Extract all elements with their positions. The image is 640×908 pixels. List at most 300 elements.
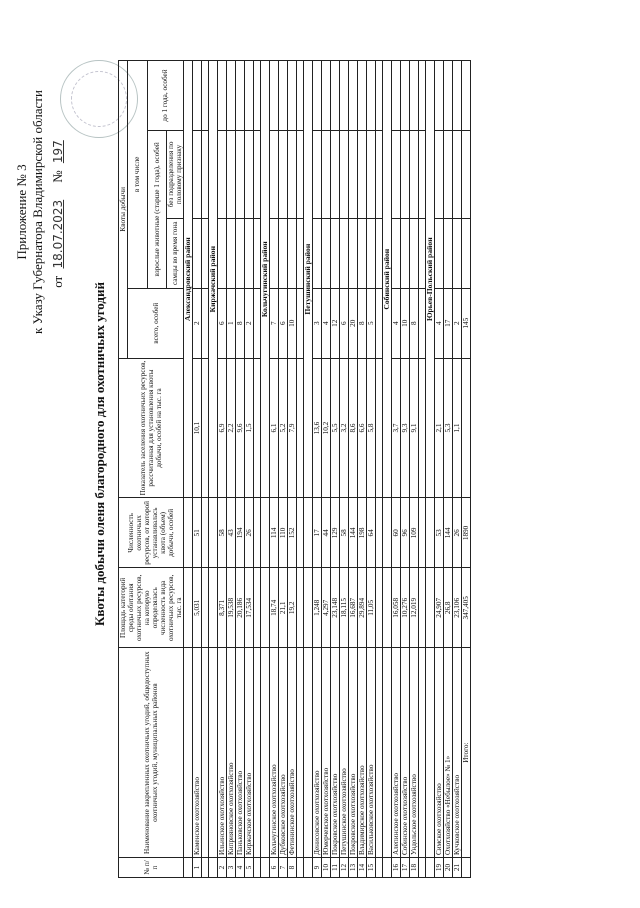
row-young [288, 61, 297, 131]
spacer-cell [376, 648, 383, 858]
spacer-cell [376, 61, 383, 131]
row-name: Дубковское охотхозяйство [279, 648, 288, 858]
district-name-cell [184, 648, 193, 858]
district-num-cell [426, 858, 435, 878]
row-total: 7 [270, 288, 279, 358]
row-count: 144 [349, 498, 358, 568]
row-area: 17,534 [245, 568, 254, 648]
spacer-row [419, 61, 426, 878]
totals-row [462, 61, 471, 878]
spacer-cell [202, 61, 209, 131]
district-name-cell [209, 648, 218, 858]
decree-date: 18.07.2023 [51, 199, 65, 269]
table-row [392, 61, 401, 878]
row-name: Охотхозяйство «Небылое» № 1» [444, 648, 453, 858]
row-males-rut [340, 218, 349, 288]
col-adults-header: взрослые животные (старше 1 года), особей [147, 130, 167, 288]
row-density: 1,1 [453, 358, 462, 498]
row-name: Владимирское охотхозяйство [358, 648, 367, 858]
row-count: 26 [453, 498, 462, 568]
row-density: 10,1 [193, 358, 202, 498]
table-row [453, 61, 462, 878]
spacer-cell [254, 61, 261, 131]
district-row [426, 61, 435, 878]
totals-num-cell [462, 858, 471, 878]
district-row [261, 61, 270, 878]
district-num-cell [184, 858, 193, 878]
row-no-sex [270, 130, 279, 218]
row-number: 13 [349, 858, 358, 878]
spacer-cell [419, 130, 426, 218]
row-area: 18,115 [340, 568, 349, 648]
row-total: 8 [236, 288, 245, 358]
col-total-header: всего, особей [128, 288, 184, 358]
row-no-sex [367, 130, 376, 218]
row-no-sex [453, 130, 462, 218]
row-area: 10,276 [401, 568, 410, 648]
row-count: 51 [193, 498, 202, 568]
row-count: 43 [227, 498, 236, 568]
col-density-header: Показатель заселения охотничьих ресурсов, рассчитанная для установления квоты добычи, особей на тыс. га [119, 358, 184, 498]
row-young [270, 61, 279, 131]
col-num-header: № п/п [119, 858, 184, 878]
table-row [227, 61, 236, 878]
row-males-rut [322, 218, 331, 288]
decree-number: 197 [51, 140, 65, 164]
row-young [410, 61, 419, 131]
row-count: 96 [401, 498, 410, 568]
row-no-sex [358, 130, 367, 218]
spacer-cell [254, 358, 261, 498]
row-young [245, 61, 254, 131]
row-count: 60 [392, 498, 401, 568]
row-number: 17 [401, 858, 410, 878]
row-total: 2 [453, 288, 462, 358]
row-total: 10 [401, 288, 410, 358]
row-young [392, 61, 401, 131]
row-males-rut [270, 218, 279, 288]
spacer-cell [254, 498, 261, 568]
row-no-sex [349, 130, 358, 218]
spacer-cell [254, 858, 261, 878]
district-title: Кольчугинский район [261, 61, 270, 498]
spacer-cell [376, 498, 383, 568]
row-density: 6,1 [270, 358, 279, 498]
district-row [304, 61, 313, 878]
row-number: 6 [270, 858, 279, 878]
spacer-cell [419, 858, 426, 878]
spacer-cell [297, 358, 304, 498]
totals-density [462, 358, 471, 498]
row-young [340, 61, 349, 131]
spacer-row [202, 61, 209, 878]
row-density: 9,6 [236, 358, 245, 498]
row-number: 14 [358, 858, 367, 878]
row-young [358, 61, 367, 131]
row-density: 3,7 [392, 358, 401, 498]
row-number: 2 [218, 858, 227, 878]
table-row [236, 61, 245, 878]
row-no-sex [444, 130, 453, 218]
row-area: 29,894 [358, 568, 367, 648]
row-area: 12,019 [410, 568, 419, 648]
row-density: 9,3 [401, 358, 410, 498]
row-name: Паньковское охотхозяйство [236, 648, 245, 858]
table-row [410, 61, 419, 878]
spacer-cell [297, 648, 304, 858]
spacer-cell [419, 358, 426, 498]
row-total: 4 [392, 288, 401, 358]
totals-label: Итого: [462, 648, 471, 858]
row-density: 8,6 [349, 358, 358, 498]
row-no-sex [193, 130, 202, 218]
row-count: 110 [279, 498, 288, 568]
row-count: 194 [236, 498, 245, 568]
row-name: Ильинское охотхозяйство [218, 648, 227, 858]
row-name: Кольчугинское охотхозяйство [270, 648, 279, 858]
number-label: № [50, 170, 65, 183]
spacer-cell [297, 130, 304, 218]
row-name: Фетининское охотхозяйство [288, 648, 297, 858]
row-total: 17 [444, 288, 453, 358]
row-males-rut [401, 218, 410, 288]
col-no-sex-header: без подразделения по половому признаку [167, 130, 184, 218]
from-label: от [50, 275, 65, 288]
row-number: 19 [435, 858, 444, 878]
district-row [184, 61, 193, 878]
row-number: 10 [322, 858, 331, 878]
district-area-cell [426, 568, 435, 648]
col-quota-group-header: Квоты добычи [119, 61, 128, 359]
col-males-rut-header: самцы во время гона [167, 218, 184, 288]
row-density: 9,1 [410, 358, 419, 498]
row-total: 2 [193, 288, 202, 358]
row-young [453, 61, 462, 131]
row-no-sex [435, 130, 444, 218]
district-num-cell [261, 858, 270, 878]
row-area: 11,05 [367, 568, 376, 648]
row-young [279, 61, 288, 131]
spacer-cell [419, 498, 426, 568]
totals-males-rut [462, 218, 471, 288]
spacer-cell [297, 858, 304, 878]
table-row [444, 61, 453, 878]
row-young [444, 61, 453, 131]
row-count: 198 [358, 498, 367, 568]
row-no-sex [227, 130, 236, 218]
row-total: 3 [313, 288, 322, 358]
row-number: 18 [410, 858, 419, 878]
row-total: 4 [435, 288, 444, 358]
row-density: 3,2 [340, 358, 349, 498]
table-header-row-1 [119, 61, 128, 878]
totals-no-sex [462, 130, 471, 218]
district-num-cell [304, 858, 313, 878]
spacer-row [376, 61, 383, 878]
row-name: Алепинское охотхозяйство [392, 648, 401, 858]
row-no-sex [313, 130, 322, 218]
row-count: 64 [367, 498, 376, 568]
district-count-cell [261, 498, 270, 568]
row-males-rut [245, 218, 254, 288]
table-row [279, 61, 288, 878]
totals-young [462, 61, 471, 131]
row-total: 8 [410, 288, 419, 358]
row-total: 2 [245, 288, 254, 358]
district-count-cell [209, 498, 218, 568]
row-area: 19,538 [227, 568, 236, 648]
row-name: Ундольское охотхозяйство [410, 648, 419, 858]
row-count: 53 [435, 498, 444, 568]
spacer-cell [376, 130, 383, 218]
spacer-cell [254, 648, 261, 858]
table-row [401, 61, 410, 878]
appendix-header [14, 62, 66, 362]
row-total: 5 [367, 288, 376, 358]
row-name: Киржачское охотхозяйство [245, 648, 254, 858]
row-name: Кучковское охотхозяйство [453, 648, 462, 858]
row-males-rut [236, 218, 245, 288]
row-no-sex [245, 130, 254, 218]
district-area-cell [184, 568, 193, 648]
row-name: Денисовское охотхозяйство [313, 648, 322, 858]
row-no-sex [279, 130, 288, 218]
table-row [245, 61, 254, 878]
row-no-sex [218, 130, 227, 218]
row-total: 4 [322, 288, 331, 358]
table-row [331, 61, 340, 878]
row-males-rut [367, 218, 376, 288]
district-area-cell [209, 568, 218, 648]
row-name: Симское охотхозяйство [435, 648, 444, 858]
row-total: 6 [340, 288, 349, 358]
district-name-cell [383, 648, 392, 858]
row-males-rut [435, 218, 444, 288]
row-area: 4,297 [322, 568, 331, 648]
row-area: 20,186 [236, 568, 245, 648]
table-row [367, 61, 376, 878]
row-area: 18,74 [270, 568, 279, 648]
row-males-rut [193, 218, 202, 288]
row-name: Петушинское охотхозяйство [340, 648, 349, 858]
row-males-rut [331, 218, 340, 288]
spacer-cell [202, 568, 209, 648]
row-name: Покровское охотхозяйство [349, 648, 358, 858]
row-number: 11 [331, 858, 340, 878]
district-title: Собинский район [383, 61, 392, 498]
row-density: 1,5 [245, 358, 254, 498]
row-area: 16,058 [392, 568, 401, 648]
district-count-cell [184, 498, 193, 568]
district-name-cell [304, 648, 313, 858]
district-area-cell [261, 568, 270, 648]
row-number: 12 [340, 858, 349, 878]
row-males-rut [349, 218, 358, 288]
row-no-sex [322, 130, 331, 218]
totals-area: 347,405 [462, 568, 471, 648]
row-number: 20 [444, 858, 453, 878]
row-no-sex [236, 130, 245, 218]
row-count: 58 [218, 498, 227, 568]
spacer-cell [254, 130, 261, 218]
row-area: 23,106 [453, 568, 462, 648]
row-young [401, 61, 410, 131]
row-name: Покровское охотхозяйство [331, 648, 340, 858]
spacer-cell [376, 358, 383, 498]
row-density: 10,2 [322, 358, 331, 498]
row-total: 10 [288, 288, 297, 358]
row-young [349, 61, 358, 131]
district-num-cell [209, 858, 218, 878]
row-total: 6 [279, 288, 288, 358]
spacer-cell [376, 568, 383, 648]
col-name-header: Наименование закрепленных охотничьих угодий, общедоступных охотничьих угодий, муниципальных районов [119, 648, 184, 858]
row-total: 6 [218, 288, 227, 358]
spacer-cell [297, 568, 304, 648]
row-males-rut [288, 218, 297, 288]
row-area: 8,371 [218, 568, 227, 648]
spacer-cell [419, 61, 426, 131]
row-number: 5 [245, 858, 254, 878]
col-count-header: Численность охотничьих ресурсов, от которой устанавливалась квота (объем) добычи, особей [119, 498, 184, 568]
row-count: 26 [245, 498, 254, 568]
district-row [383, 61, 392, 878]
district-title: Александровский район [184, 61, 193, 498]
district-count-cell [383, 498, 392, 568]
row-young [218, 61, 227, 131]
row-males-rut [358, 218, 367, 288]
table-row [313, 61, 322, 878]
district-count-cell [304, 498, 313, 568]
row-density: 5,2 [279, 358, 288, 498]
district-num-cell [383, 858, 392, 878]
row-density: 5,8 [367, 358, 376, 498]
table-row [218, 61, 227, 878]
row-area: 23,148 [331, 568, 340, 648]
col-area-header: Площадь категорий среды обитания охотничьих ресурсов, на которую определялась численность вида охотничьих ресурсов, тыс. га [119, 568, 184, 648]
row-count: 152 [288, 498, 297, 568]
row-density: 2,1 [435, 358, 444, 498]
row-area: 16,687 [349, 568, 358, 648]
row-name: Киприяновское охотхозяйство [227, 648, 236, 858]
row-males-rut [227, 218, 236, 288]
row-young [367, 61, 376, 131]
spacer-cell [202, 358, 209, 498]
spacer-cell [254, 568, 261, 648]
row-number: 15 [367, 858, 376, 878]
district-title: Юрьев-Польский район [426, 61, 435, 498]
spacer-cell [202, 130, 209, 218]
totals-count: 1890 [462, 498, 471, 568]
row-count: 17 [313, 498, 322, 568]
row-young [227, 61, 236, 131]
row-total: 1 [227, 288, 236, 358]
row-total: 20 [349, 288, 358, 358]
table-row [349, 61, 358, 878]
row-young [236, 61, 245, 131]
table-row [322, 61, 331, 878]
table-row [435, 61, 444, 878]
row-density: 13,6 [313, 358, 322, 498]
row-area: 1,248 [313, 568, 322, 648]
district-row [209, 61, 218, 878]
row-density: 6,9 [218, 358, 227, 498]
row-density: 6,6 [358, 358, 367, 498]
district-area-cell [304, 568, 313, 648]
row-number: 9 [313, 858, 322, 878]
row-males-rut [444, 218, 453, 288]
row-males-rut [218, 218, 227, 288]
row-males-rut [453, 218, 462, 288]
district-title: Киржачский район [209, 61, 218, 498]
row-males-rut [410, 218, 419, 288]
row-count: 109 [410, 498, 419, 568]
row-area: 26,8 [444, 568, 453, 648]
row-no-sex [340, 130, 349, 218]
row-count: 44 [322, 498, 331, 568]
table-row [288, 61, 297, 878]
table-row [193, 61, 202, 878]
spacer-row [254, 61, 261, 878]
spacer-cell [297, 61, 304, 131]
table-row [358, 61, 367, 878]
row-young [435, 61, 444, 131]
spacer-row [297, 61, 304, 878]
row-name: Васильковское охотхозяйство [367, 648, 376, 858]
row-no-sex [401, 130, 410, 218]
row-name: Юмерчевское охотхозяйство [322, 648, 331, 858]
district-name-cell [261, 648, 270, 858]
table-row [340, 61, 349, 878]
quota-table [118, 60, 471, 878]
row-count: 129 [331, 498, 340, 568]
district-name-cell [426, 648, 435, 858]
district-area-cell [383, 568, 392, 648]
spacer-cell [419, 648, 426, 858]
appendix-number: Приложение № 3 [14, 164, 29, 260]
row-density: 7,9 [288, 358, 297, 498]
row-area: 19,2 [288, 568, 297, 648]
district-count-cell [426, 498, 435, 568]
row-no-sex [392, 130, 401, 218]
row-density: 5,3 [444, 358, 453, 498]
row-area: 21,1 [279, 568, 288, 648]
row-no-sex [410, 130, 419, 218]
row-number: 1 [193, 858, 202, 878]
row-density: 5,5 [331, 358, 340, 498]
decree-reference: к Указу Губернатора Владимирской области [30, 90, 45, 334]
spacer-cell [297, 498, 304, 568]
row-no-sex [288, 130, 297, 218]
spacer-cell [419, 568, 426, 648]
row-area: 24,907 [435, 568, 444, 648]
row-number: 4 [236, 858, 245, 878]
row-young [313, 61, 322, 131]
row-number: 7 [279, 858, 288, 878]
row-total: 12 [331, 288, 340, 358]
spacer-cell [202, 858, 209, 878]
row-number: 16 [392, 858, 401, 878]
row-males-rut [279, 218, 288, 288]
table-row [270, 61, 279, 878]
spacer-cell [376, 858, 383, 878]
col-young-header: до 1 года, особей [147, 61, 184, 131]
row-count: 58 [340, 498, 349, 568]
spacer-cell [202, 648, 209, 858]
row-density: 2,2 [227, 358, 236, 498]
row-young [322, 61, 331, 131]
row-number: 21 [453, 858, 462, 878]
